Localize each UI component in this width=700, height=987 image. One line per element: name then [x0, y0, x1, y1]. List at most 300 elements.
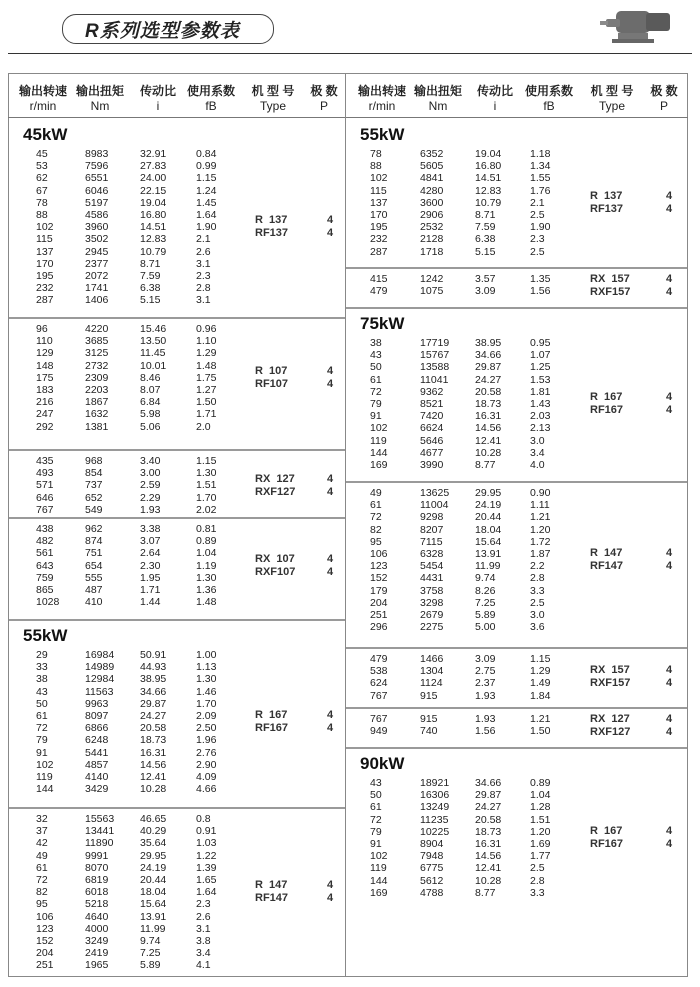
table-row	[9, 547, 229, 560]
pole-label: 4	[327, 377, 334, 390]
type-label: R 167	[590, 391, 623, 404]
service-factor-cell: 1.96	[196, 734, 217, 747]
ratio-cell: 12.41	[475, 434, 502, 447]
ratio-cell: 29.87	[140, 697, 167, 710]
service-factor-cell: 2.5	[530, 209, 545, 221]
speed-cell: 216	[36, 396, 54, 409]
type-label: R 147	[255, 879, 288, 892]
service-factor-cell: 3.1	[196, 257, 211, 270]
service-factor-cell: 0.84	[196, 148, 217, 160]
ratio-cell: 29.95	[140, 849, 167, 862]
torque-cell: 2377	[85, 257, 109, 270]
torque-cell: 13588	[420, 361, 450, 374]
service-factor-cell: 1.15	[196, 172, 217, 185]
speed-cell: 152	[36, 935, 54, 947]
speed-cell: 144	[36, 783, 54, 796]
table-row	[9, 874, 229, 887]
block-divider	[9, 449, 345, 451]
torque-cell: 16984	[85, 649, 115, 661]
table-row	[346, 487, 566, 500]
ratio-cell: 20.58	[475, 813, 502, 826]
torque-cell: 4841	[420, 172, 444, 185]
table-row	[9, 935, 229, 948]
ratio-cell: 1.93	[475, 713, 496, 725]
speed-cell: 152	[370, 572, 388, 585]
table-row	[9, 492, 229, 505]
speed-cell: 1028	[36, 596, 60, 609]
table-row	[9, 209, 229, 222]
speed-cell: 106	[370, 548, 388, 560]
ratio-cell: 3.57	[475, 273, 496, 285]
service-factor-cell: 1.15	[530, 653, 551, 665]
service-factor-cell: 2.13	[530, 422, 551, 435]
header-label-cn: 使用系数	[524, 84, 573, 98]
speed-cell: 72	[370, 385, 382, 398]
ratio-cell: 20.58	[140, 722, 167, 735]
table-row	[346, 386, 566, 399]
torque-cell: 3502	[85, 233, 109, 246]
pole-label: 4	[327, 485, 334, 498]
ratio-cell: 15.64	[140, 898, 167, 911]
speed-cell: 129	[36, 347, 54, 360]
ratio-cell: 2.37	[475, 677, 496, 690]
header-label-cn: 输出转速	[18, 84, 67, 98]
torque-cell: 3298	[420, 596, 444, 609]
speed-cell: 43	[370, 777, 382, 789]
speed-cell: 251	[36, 959, 54, 972]
pole-label: 4	[327, 565, 334, 578]
ratio-cell: 1.93	[140, 503, 161, 516]
table-row	[9, 233, 229, 246]
ratio-cell: 14.51	[475, 172, 502, 185]
table-row	[346, 209, 566, 222]
ratio-cell: 5.98	[140, 408, 161, 421]
speed-cell: 183	[36, 384, 54, 396]
torque-cell: 751	[85, 547, 103, 560]
service-factor-cell: 1.50	[530, 725, 551, 738]
torque-cell: 13441	[85, 825, 115, 838]
table-row	[9, 886, 229, 899]
table-row	[346, 447, 566, 460]
pole-label: 4	[666, 713, 673, 725]
table-row	[9, 523, 229, 536]
service-factor-cell: 1.70	[196, 697, 217, 710]
table-row	[346, 826, 566, 839]
ratio-cell: 12.41	[475, 862, 502, 875]
table-row	[9, 947, 229, 960]
ratio-cell: 11.99	[140, 922, 166, 935]
service-factor-cell: 1.84	[530, 689, 551, 702]
ratio-cell: 10.01	[140, 359, 167, 372]
service-factor-cell: 0.90	[530, 487, 551, 499]
ratio-cell: 24.00	[140, 172, 167, 185]
speed-cell: 232	[370, 233, 388, 246]
ratio-cell: 35.64	[140, 837, 167, 850]
service-factor-cell: 1.87	[530, 548, 551, 560]
block-divider	[9, 619, 345, 621]
type-label: R 137	[590, 189, 623, 202]
speed-cell: 767	[36, 503, 54, 516]
service-factor-cell: 0.89	[530, 777, 551, 789]
speed-cell: 102	[370, 850, 388, 863]
speed-cell: 72	[370, 511, 382, 524]
table-row	[9, 747, 229, 760]
pole-label: 4	[327, 879, 334, 892]
service-factor-cell: 1.75	[196, 371, 217, 384]
type-label: RX 157	[590, 664, 630, 677]
ratio-cell: 1.44	[140, 596, 161, 609]
table-row	[346, 536, 566, 549]
torque-cell: 7948	[420, 850, 444, 863]
speed-cell: 247	[36, 408, 54, 421]
table-row	[9, 596, 229, 609]
header-label-cn: 使用系数	[186, 84, 235, 98]
speed-cell: 49	[36, 849, 48, 862]
header-rule	[8, 117, 688, 118]
torque-cell: 3685	[85, 335, 109, 348]
torque-cell: 15563	[85, 813, 115, 825]
speed-cell: 91	[36, 746, 48, 759]
ratio-cell: 34.66	[475, 777, 502, 789]
service-factor-cell: 1.07	[530, 349, 551, 362]
service-factor-cell: 1.39	[196, 861, 217, 874]
block-divider	[9, 807, 345, 809]
type-label: R 147	[590, 547, 623, 560]
torque-cell: 3600	[420, 196, 444, 209]
table-row	[9, 335, 229, 348]
torque-cell: 4140	[85, 771, 109, 783]
table-row	[346, 185, 566, 198]
ratio-cell: 10.28	[140, 783, 167, 796]
ratio-cell: 18.04	[475, 523, 502, 536]
ratio-cell: 38.95	[140, 673, 167, 686]
speed-cell: 91	[370, 838, 382, 850]
speed-cell: 482	[36, 535, 54, 548]
service-factor-cell: 4.0	[530, 459, 545, 471]
speed-cell: 115	[370, 184, 387, 197]
table-row	[346, 621, 566, 634]
service-factor-cell: 2.09	[196, 710, 217, 722]
service-factor-cell: 3.4	[530, 446, 545, 459]
ratio-cell: 8.46	[140, 371, 161, 384]
torque-cell: 5646	[420, 434, 444, 447]
service-factor-cell: 3.8	[196, 935, 211, 947]
torque-cell: 6328	[420, 548, 444, 560]
table-row	[346, 862, 566, 875]
header-label-cn: 输出扭矩	[75, 84, 124, 98]
ratio-cell: 2.30	[140, 559, 161, 572]
torque-cell: 6352	[420, 148, 444, 160]
torque-cell: 14989	[85, 661, 115, 674]
service-factor-cell: 1.20	[530, 825, 551, 838]
power-heading: 45kW	[23, 125, 68, 144]
page-title: R系列选型参数表	[62, 14, 274, 44]
speed-cell: 79	[370, 398, 382, 410]
table-row	[9, 734, 229, 747]
service-factor-cell: 1.18	[530, 148, 551, 160]
type-label: R 167	[590, 825, 623, 837]
ratio-cell: 19.04	[475, 148, 502, 160]
torque-cell: 968	[85, 455, 103, 467]
table-row	[346, 560, 566, 573]
table-row	[346, 887, 566, 900]
ratio-cell: 5.15	[140, 294, 161, 307]
pole-label: 4	[666, 202, 673, 215]
service-factor-cell: 1.77	[530, 850, 551, 863]
gear-motor-image	[596, 5, 676, 47]
ratio-cell: 14.56	[475, 422, 502, 435]
pole-label: 4	[666, 838, 673, 850]
table-row	[346, 838, 566, 851]
table-row	[346, 511, 566, 524]
service-factor-cell: 2.0	[196, 420, 211, 433]
pole-label: 4	[327, 364, 334, 377]
table-row	[9, 197, 229, 210]
table-row	[346, 285, 566, 298]
torque-cell: 12984	[85, 673, 115, 686]
block-divider	[346, 481, 687, 483]
table-row	[9, 360, 229, 373]
title-rule	[8, 53, 692, 54]
service-factor-cell: 1.04	[530, 789, 551, 802]
table-row	[346, 148, 566, 161]
ratio-cell: 14.51	[140, 221, 167, 234]
table-row	[346, 801, 566, 814]
table-row	[9, 783, 229, 796]
table-row	[346, 548, 566, 561]
service-factor-cell: 3.3	[530, 886, 545, 899]
torque-cell: 2072	[85, 270, 109, 282]
ratio-cell: 8.07	[140, 384, 161, 396]
ratio-cell: 5.15	[475, 245, 496, 258]
ratio-cell: 6.38	[140, 282, 161, 295]
ratio-cell: 34.66	[140, 685, 167, 698]
table-row	[9, 771, 229, 784]
torque-cell: 9991	[85, 849, 109, 862]
power-heading: 75kW	[360, 314, 405, 333]
header-label-cn: 机 型 号	[590, 84, 634, 98]
ratio-cell: 5.06	[140, 420, 161, 433]
speed-cell: 170	[36, 257, 54, 270]
table-row	[9, 282, 229, 295]
speed-cell: 144	[370, 446, 388, 459]
table-row	[346, 246, 566, 259]
table-row	[346, 585, 566, 598]
header-label-unit: Nm	[90, 99, 110, 113]
ratio-cell: 20.44	[140, 874, 167, 886]
table-row	[346, 410, 566, 423]
torque-cell: 1632	[85, 408, 109, 421]
torque-cell: 13625	[420, 487, 450, 499]
table-row	[9, 923, 229, 936]
table-row	[9, 372, 229, 385]
table-row	[346, 653, 566, 666]
ratio-cell: 13.91	[475, 548, 502, 560]
torque-cell: 3429	[85, 783, 109, 796]
service-factor-cell: 1.53	[530, 373, 551, 386]
table-row	[346, 789, 566, 802]
torque-cell: 4788	[420, 886, 444, 899]
service-factor-cell: 2.8	[530, 874, 545, 887]
speed-cell: 61	[370, 801, 382, 814]
speed-cell: 175	[36, 371, 54, 384]
service-factor-cell: 1.56	[530, 285, 551, 298]
torque-cell: 737	[85, 479, 103, 492]
speed-cell: 170	[370, 209, 388, 221]
speed-cell: 179	[370, 584, 388, 597]
torque-cell: 2945	[85, 245, 109, 258]
torque-cell: 2309	[85, 371, 109, 384]
service-factor-cell: 1.13	[196, 661, 217, 674]
pole-label: 4	[666, 677, 673, 690]
service-factor-cell: 1.10	[196, 335, 217, 348]
ratio-cell: 15.46	[140, 323, 167, 335]
service-factor-cell: 2.02	[196, 503, 217, 516]
speed-cell: 95	[36, 898, 48, 911]
ratio-cell: 3.00	[140, 467, 161, 480]
service-factor-cell: 0.95	[530, 337, 551, 349]
service-factor-cell: 1.34	[530, 160, 551, 173]
service-factor-cell: 1.00	[196, 649, 217, 661]
speed-cell: 42	[36, 837, 48, 850]
table-row	[9, 455, 229, 468]
speed-cell: 50	[370, 361, 382, 374]
speed-cell: 106	[36, 910, 54, 923]
service-factor-cell: 2.5	[530, 862, 545, 875]
speed-cell: 144	[370, 874, 388, 887]
service-factor-cell: 2.1	[530, 196, 545, 209]
service-factor-cell: 2.8	[196, 282, 211, 295]
table-row	[9, 504, 229, 517]
type-label: RXF107	[255, 565, 296, 578]
speed-cell: 29	[36, 649, 48, 661]
table-row	[9, 850, 229, 863]
ratio-cell: 15.64	[475, 535, 502, 548]
speed-cell: 767	[370, 689, 388, 702]
table-row	[9, 584, 229, 597]
block-divider	[9, 317, 345, 319]
pole-label: 4	[666, 726, 673, 738]
torque-cell: 4640	[85, 910, 109, 923]
table-row	[346, 172, 566, 185]
ratio-cell: 12.41	[140, 771, 167, 783]
ratio-cell: 3.09	[475, 653, 496, 665]
table-row	[346, 337, 566, 350]
type-label: RXF127	[590, 726, 631, 738]
speed-cell: 123	[36, 922, 54, 935]
power-heading: 55kW	[360, 125, 405, 144]
speed-cell: 119	[370, 434, 387, 447]
speed-cell: 78	[370, 148, 382, 160]
torque-cell: 7420	[420, 410, 444, 423]
service-factor-cell: 3.0	[530, 434, 545, 447]
ratio-cell: 10.79	[140, 245, 167, 258]
table-row	[346, 349, 566, 362]
ratio-cell: 8.71	[475, 209, 496, 221]
table-row	[9, 722, 229, 735]
speed-cell: 415	[370, 273, 388, 285]
block-divider	[346, 747, 687, 749]
service-factor-cell: 1.90	[530, 221, 551, 234]
table-row	[9, 837, 229, 850]
ratio-cell: 2.59	[140, 479, 161, 492]
service-factor-cell: 2.1	[196, 233, 211, 246]
torque-cell: 2732	[85, 359, 109, 372]
service-factor-cell: 1.22	[196, 849, 217, 862]
torque-cell: 5441	[85, 746, 109, 759]
ratio-cell: 1.71	[140, 584, 161, 596]
speed-cell: 296	[370, 621, 388, 634]
type-label: RX 157	[590, 273, 630, 285]
torque-cell: 9963	[85, 697, 109, 710]
torque-cell: 4677	[420, 446, 444, 459]
service-factor-cell: 1.64	[196, 886, 217, 899]
table-row	[346, 233, 566, 246]
ratio-cell: 18.04	[140, 886, 167, 899]
torque-cell: 8070	[85, 861, 109, 874]
table-row	[346, 850, 566, 863]
torque-cell: 654	[85, 559, 103, 572]
type-label: RF137	[590, 202, 624, 215]
speed-cell: 949	[370, 725, 388, 738]
header-label-unit: fB	[543, 99, 555, 113]
table-row	[9, 384, 229, 397]
torque-cell: 5612	[420, 874, 444, 887]
ratio-cell: 8.71	[140, 257, 161, 270]
pole-label: 4	[666, 560, 673, 573]
ratio-cell: 16.31	[475, 410, 502, 423]
header-label-cn: 极 数	[310, 84, 338, 98]
speed-cell: 479	[370, 285, 388, 298]
header-label-unit: r/min	[29, 99, 57, 113]
table-row	[9, 467, 229, 480]
ratio-cell: 11.99	[475, 560, 501, 573]
torque-cell: 5605	[420, 160, 444, 173]
table-row	[9, 221, 229, 234]
ratio-cell: 32.91	[140, 148, 167, 160]
torque-cell: 5197	[85, 196, 109, 209]
ratio-cell: 7.59	[140, 270, 161, 282]
service-factor-cell: 1.51	[196, 479, 217, 492]
service-factor-cell: 1.21	[530, 713, 551, 725]
table-row	[346, 459, 566, 472]
torque-cell: 3990	[420, 459, 444, 471]
ratio-cell: 3.38	[140, 523, 161, 535]
speed-cell: 119	[36, 771, 53, 783]
torque-cell: 874	[85, 535, 103, 548]
torque-cell: 4586	[85, 209, 109, 221]
ratio-cell: 8.26	[475, 584, 496, 597]
pole-label: 4	[327, 552, 334, 565]
ratio-cell: 12.83	[475, 184, 502, 197]
service-factor-cell: 2.03	[530, 410, 551, 423]
torque-cell: 4280	[420, 184, 444, 197]
table-row	[346, 197, 566, 210]
table-row	[9, 572, 229, 585]
speed-cell: 79	[36, 734, 48, 747]
torque-cell: 9362	[420, 385, 444, 398]
header-label-unit: r/min	[368, 99, 396, 113]
table-row	[9, 396, 229, 409]
service-factor-cell: 0.99	[196, 160, 217, 173]
speed-cell: 61	[370, 373, 382, 386]
speed-cell: 123	[370, 560, 388, 573]
block-divider	[346, 307, 687, 309]
torque-cell: 6046	[85, 184, 109, 197]
header-label-unit: Type	[598, 99, 625, 113]
block-divider	[346, 267, 687, 269]
pole-label: 4	[327, 722, 334, 735]
